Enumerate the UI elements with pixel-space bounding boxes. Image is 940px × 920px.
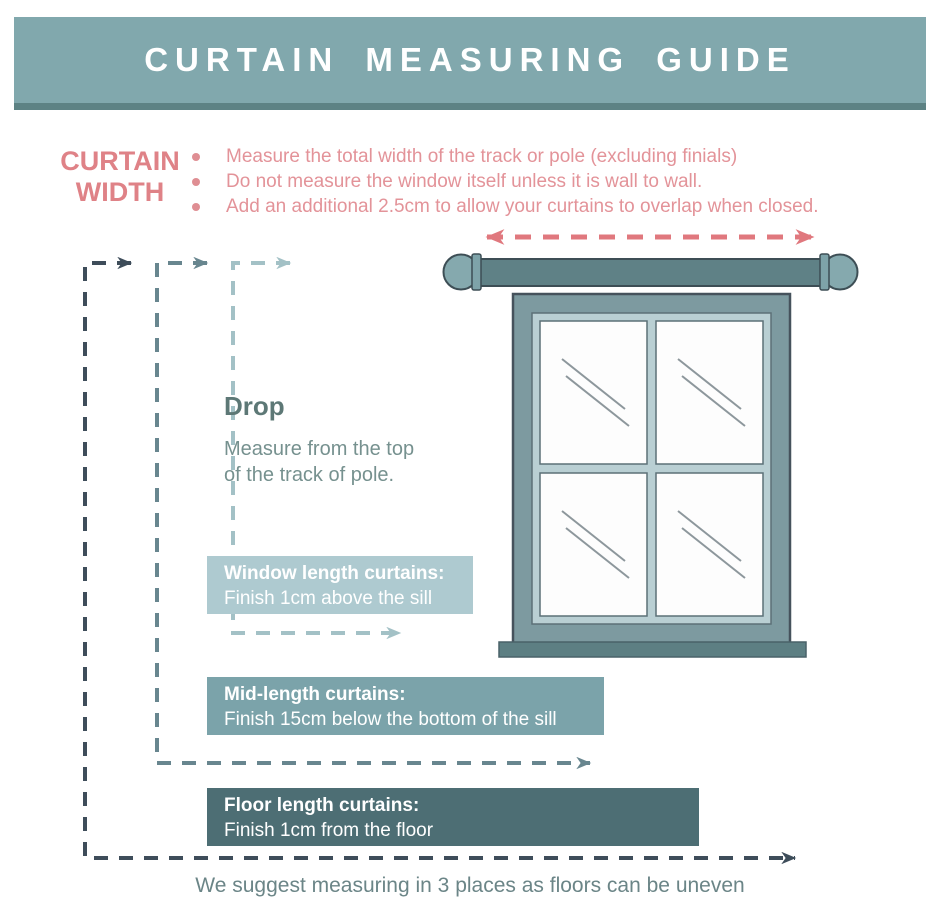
window-length-subtitle: Finish 1cm above the sill <box>224 588 433 609</box>
curtain-width-heading-line2: WIDTH <box>75 177 165 207</box>
mid-length-subtitle: Finish 15cm below the bottom of the sill <box>224 709 557 730</box>
pane-glass <box>656 321 763 464</box>
floor-length-title: Floor length curtains: <box>224 795 420 816</box>
bullet-dot-icon <box>192 203 200 211</box>
bullet-dot-icon <box>192 178 200 186</box>
curtain-pole-illustration <box>444 254 858 290</box>
window-illustration <box>499 294 806 657</box>
bullet-item <box>192 195 819 218</box>
pane-glass <box>656 473 763 616</box>
bullet-text: Do not measure the window itself unless it is wall to wall. <box>226 171 703 192</box>
bullet-text: Add an additional 2.5cm to allow your curtains to overlap when closed. <box>226 196 819 217</box>
window-pane-bottom-left <box>540 473 647 616</box>
floor-length-subtitle: Finish 1cm from the floor <box>224 820 434 841</box>
curtain-width-heading <box>56 146 184 208</box>
window-pane-bottom-right <box>656 473 763 616</box>
bullet-text: Measure the total width of the track or pole (excluding finials) <box>226 146 738 167</box>
drop-description <box>224 436 414 488</box>
mid-length-title: Mid-length curtains: <box>224 684 406 705</box>
pole-ring-right <box>820 254 829 290</box>
drop-description-line2: of the track of pole. <box>224 464 395 486</box>
pole-ring-left <box>472 254 481 290</box>
pane-glass <box>540 473 647 616</box>
bullet-item <box>192 145 819 168</box>
drop-heading: Drop <box>224 391 285 421</box>
window-length-title: Window length curtains: <box>224 563 445 584</box>
window-length-box <box>207 556 473 614</box>
bullet-item <box>192 170 819 193</box>
page-title: CURTAIN MEASURING GUIDE <box>144 41 796 78</box>
footer-note: We suggest measuring in 3 places as floors can be uneven <box>195 874 745 897</box>
pane-glass <box>540 321 647 464</box>
window-pane-top-right <box>656 321 763 464</box>
window-pane-top-left <box>540 321 647 464</box>
window-sill <box>499 642 806 657</box>
mid-length-box <box>207 677 604 735</box>
drop-description-line1: Measure from the top <box>224 438 415 460</box>
floor-length-box <box>207 788 699 846</box>
curtain-width-heading-line1: CURTAIN <box>60 146 180 176</box>
curtain-width-bullet-list <box>192 145 819 220</box>
pole-bar <box>478 259 823 286</box>
bullet-dot-icon <box>192 153 200 161</box>
